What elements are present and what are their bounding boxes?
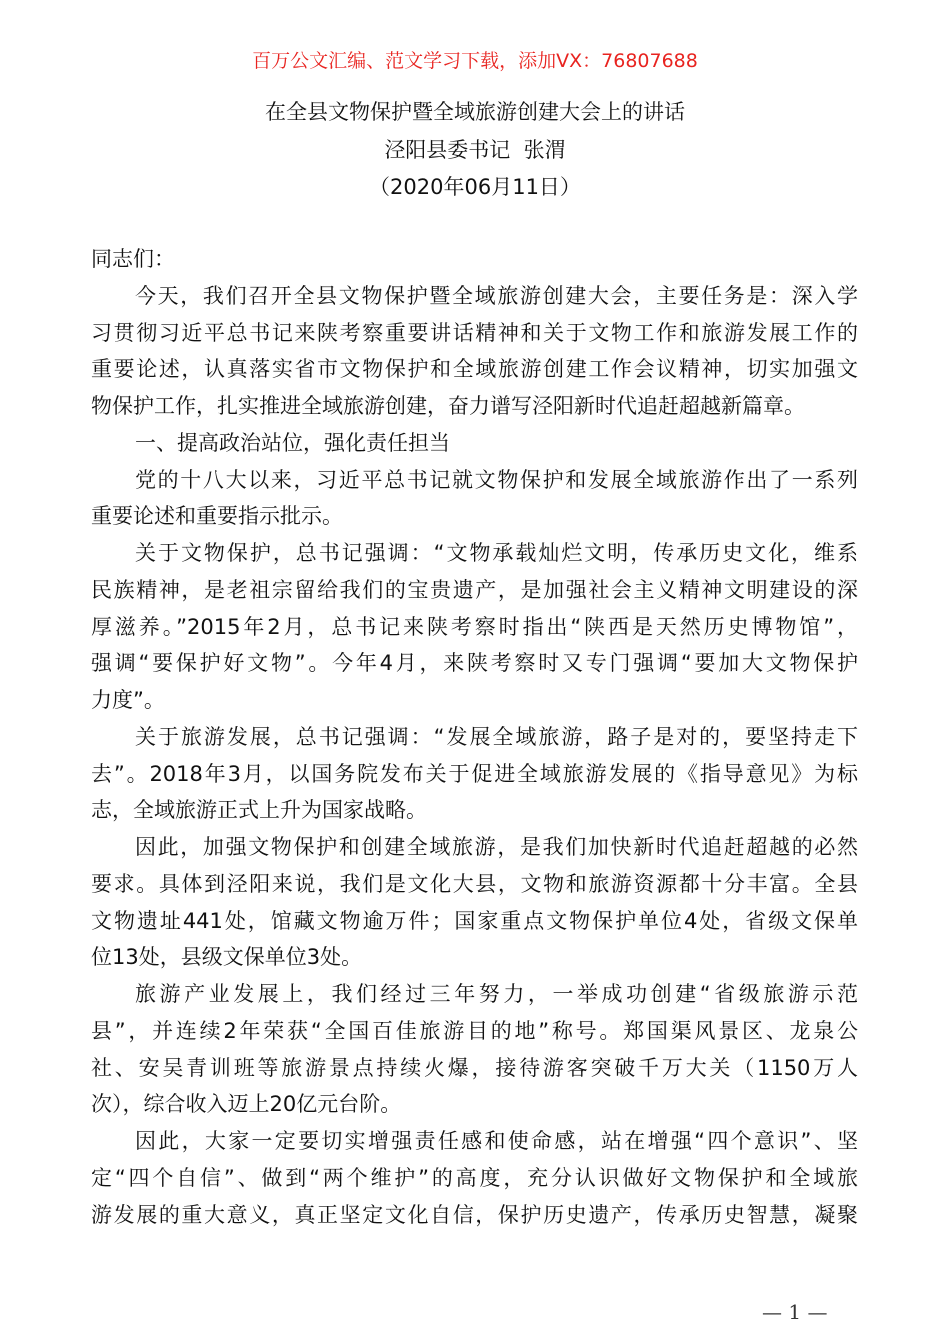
document-title: 在全县文物保护暨全域旅游创建大会上的讲话 [265,100,685,124]
paragraph [91,719,858,829]
text-line: 厚滋养。”2015年2月，总书记来陕考察时指出“陕西是天然历史博物馆”， [91,614,858,639]
text-line: 志，全域旅游正式上升为国家战略。 [91,798,427,823]
text-line: 因此，加强文物保护和创建全域旅游，是我们加快新时代追赶超越的必然 [135,835,858,859]
text-line: 一、提高政治站位，强化责任担当 [135,430,450,455]
paragraph [91,829,858,976]
text-line: 社、安吴青训班等旅游景点持续火爆，接待游客突破千万大关（1150万人 [91,1055,858,1080]
page-number: — 1 — [762,1300,828,1324]
paragraph [91,278,858,425]
salutation [91,241,858,278]
document-body [91,241,858,1233]
text-line: 党的十八大以来，习近平总书记就文物保护和发展全域旅游作出了一系列 [135,467,858,492]
text-line: 强调“要保护好文物”。今年4月，来陕考察时又专门强调“要加大文物保护 [91,651,858,676]
text-line: 今天，我们召开全县文物保护暨全域旅游创建大会，主要任务是：深入学 [135,283,858,308]
text-line: 旅游产业发展上，我们经过三年努力，一举成功创建“省级旅游示范 [135,982,858,1006]
text-line: 力度”。 [91,688,165,712]
text-line: 同志们： [91,247,175,271]
text-line: 习贯彻习近平总书记来陕考察重要讲话精神和关于文物工作和旅游发展工作的 [91,320,858,345]
text-line: 县”，并连续2年荣获“全国百佳旅游目的地”称号。郑国渠风景区、龙泉公 [91,1018,858,1043]
text-line: 关于旅游发展，总书记强调：“发展全域旅游，路子是对的，要坚持走下 [135,724,858,749]
paragraph [91,425,858,462]
text-line: 民族精神，是老祖宗留给我们的宝贵遗产，是加强社会主义精神文明建设的深 [91,577,858,602]
paragraph [91,535,858,719]
paragraph [91,976,858,1123]
text-line: 去”。2018年3月，以国务院发布关于促进全域旅游发展的《指导意见》为标 [91,761,858,786]
text-line: 位13处，县级文保单位3处。 [91,945,363,970]
text-line: 文物遗址441处，馆藏文物逾万件；国家重点文物保护单位4处，省级文保单 [91,908,858,933]
document-author: 泾阳县委书记 张渭 [384,138,566,162]
document-date: （2020年06月11日） [369,175,581,199]
text-line: 次），综合收入迈上20亿元台阶。 [91,1092,402,1117]
text-line: 重要论述，认真落实省市文物保护和全域旅游创建工作会议精神，切实加强文 [91,357,858,382]
text-line: 定“四个自信”、做到“两个维护”的高度，充分认识做好文物保护和全域旅 [91,1165,858,1190]
text-line: 游发展的重大意义，真正坚定文化自信，保护历史遗产，传承历史智慧，凝聚 [91,1202,858,1227]
text-line: 要求。具体到泾阳来说，我们是文化大县，文物和旅游资源都十分丰富。全县 [91,871,858,896]
text-line: 因此，大家一定要切实增强责任感和使命感，站在增强“四个意识”、坚 [135,1129,858,1153]
paragraph [91,462,858,536]
watermark-banner: 百万公文汇编、范文学习下载，添加VX：76807688 [252,50,698,72]
text-line: 关于文物保护，总书记强调：“文物承载灿烂文明，传承历史文化，维系 [135,541,858,565]
paragraph [91,1123,858,1233]
text-line: 重要论述和重要指示批示。 [91,504,343,529]
text-line: 物保护工作，扎实推进全域旅游创建，奋力谱写泾阳新时代追赶超越新篇章。 [91,394,805,418]
